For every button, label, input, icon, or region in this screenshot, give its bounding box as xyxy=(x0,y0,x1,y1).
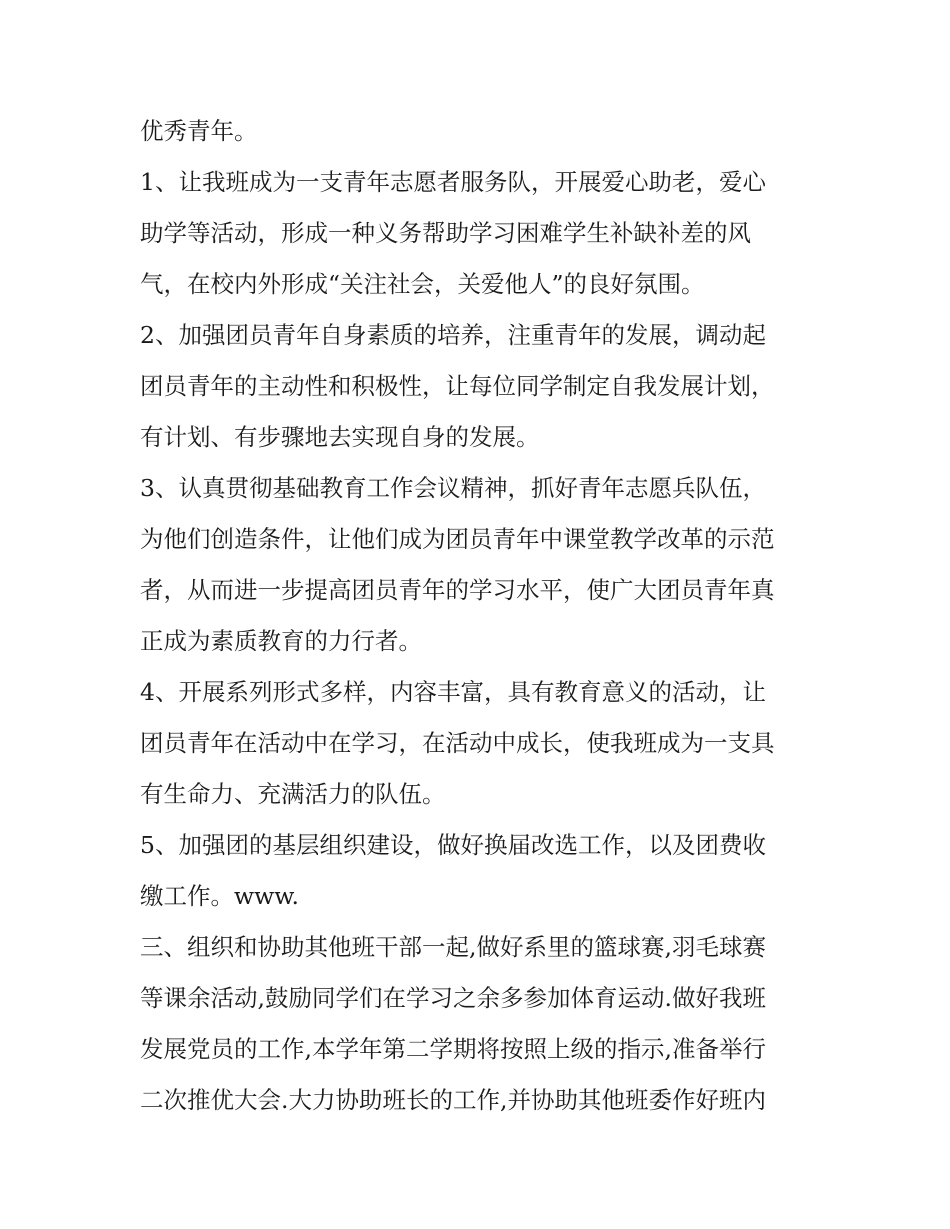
text-line: 团员青年的主动性和积极性，让每位同学制定自我发展计划， xyxy=(140,372,775,400)
text-line: 正成为素质教育的力行者。 xyxy=(140,627,422,655)
text-line: 等课余活动,鼓励同学们在学习之余多参加体育运动.做好我班 xyxy=(140,984,766,1012)
text-line: 者，从而进一步提高团员青年的学习水平，使广大团员青年真 xyxy=(140,576,775,604)
text-line: 5、加强团的基层组织建设，做好换届改选工作，以及团费收 xyxy=(140,831,766,859)
text-line: 三、组织和协助其他班干部一起,做好系里的篮球赛,羽毛球赛 xyxy=(140,933,766,961)
text-line: 2、加强团员青年自身素质的培养，注重青年的发展，调动起 xyxy=(140,321,766,349)
text-line: 发展党员的工作,本学年第二学期将按照上级的指示,准备举行 xyxy=(140,1035,766,1063)
document-body xyxy=(140,106,820,1126)
text-line: 气，在校内外形成“关注社会，关爱他人”的良好氛围。 xyxy=(140,270,705,298)
text-line: 3、认真贯彻基础教育工作会议精神，抓好青年志愿兵队伍， xyxy=(140,474,766,502)
text-line: 有生命力、充满活力的队伍。 xyxy=(140,780,446,808)
text-line: 1、让我班成为一支青年志愿者服务队，开展爱心助老，爱心 xyxy=(140,168,766,196)
text-line: 二次推优大会.大力协助班长的工作,并协助其他班委作好班内 xyxy=(140,1086,766,1114)
text-line: 4、开展系列形式多样，内容丰富，具有教育意义的活动，让 xyxy=(140,678,766,706)
text-line: 缴工作。www. xyxy=(140,882,300,910)
text-line: 为他们创造条件，让他们成为团员青年中课堂教学改革的示范 xyxy=(140,525,775,553)
text-line: 助学等活动，形成一种义务帮助学习困难学生补缺补差的风 xyxy=(140,219,751,247)
text-line: 团员青年在活动中在学习，在活动中成长，使我班成为一支具 xyxy=(140,729,775,757)
text-line: 优秀青年。 xyxy=(140,117,258,145)
text-line: 有计划、有步骤地去实现自身的发展。 xyxy=(140,423,540,451)
